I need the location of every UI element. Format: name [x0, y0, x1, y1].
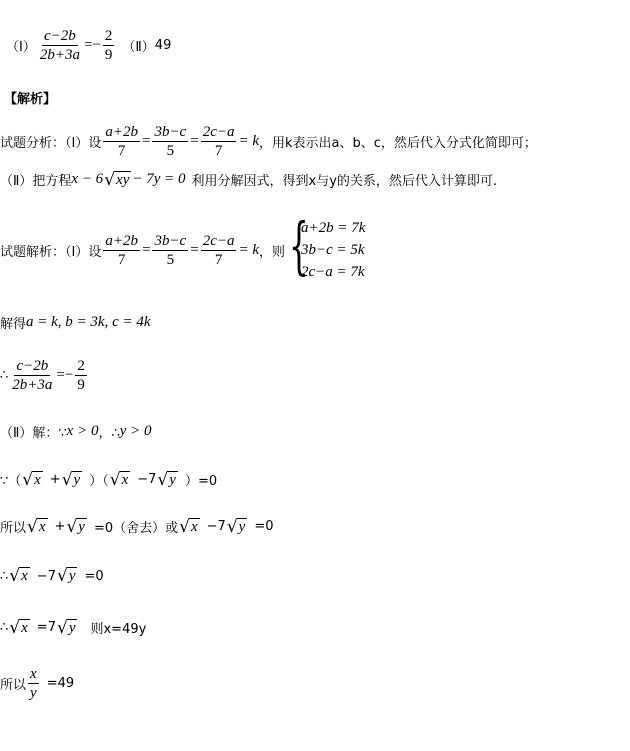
final-fraction-num: x — [30, 666, 37, 682]
analysis-line-1 — [0, 124, 537, 159]
analysis-line-2 — [0, 170, 497, 189]
sqrt-y-arg: y — [68, 568, 76, 584]
sqrt-x-arg: x — [34, 471, 41, 488]
sqrt-x — [110, 471, 131, 489]
solution-f3-num: 2c−a — [202, 232, 235, 249]
paren-close-eq0: ）=0 — [184, 474, 218, 489]
solve-lead: 解得 — [0, 317, 27, 332]
analysis-f1-num: a+2b — [105, 124, 138, 140]
solution-line-1 — [0, 209, 366, 283]
minus-seven: −7 — [206, 519, 226, 534]
sqrt-y — [57, 567, 78, 585]
equation-system — [289, 209, 366, 283]
sqrt-y — [157, 471, 178, 489]
part2-condition-line — [0, 422, 152, 441]
answer-fraction-numerator: c−2b — [44, 28, 76, 44]
answer-value-numerator: 2 — [104, 28, 113, 44]
radical-sign-icon: √ — [61, 469, 73, 490]
therefore-result-line — [0, 358, 89, 393]
result-fraction-num: c−2b — [16, 358, 49, 374]
analysis-eq1: = — [141, 133, 151, 149]
solution-lead: 试题解析：（Ⅰ）设 — [0, 244, 102, 260]
sqrt-y — [227, 518, 248, 536]
therefore-symbol: ∴ — [0, 568, 9, 584]
sqrt-y-arg: y — [169, 471, 176, 488]
solved-values-line — [0, 313, 151, 332]
result-fraction — [10, 358, 54, 393]
solution-f2-den: 5 — [166, 251, 175, 268]
sqrt-y — [57, 619, 78, 637]
solution-then: ，则 — [259, 244, 286, 260]
result-fraction-den: 2b+3a — [12, 377, 53, 393]
sqrt-x-arg: x — [190, 518, 198, 535]
radical-sign-icon: √ — [109, 469, 121, 490]
part2-value: 49 — [154, 38, 172, 53]
answer-value-denominator: 9 — [104, 47, 113, 63]
sqrt-xy — [104, 171, 131, 189]
sqrt-x — [9, 567, 30, 585]
final-fraction — [28, 666, 39, 701]
system-eq-2: 3b−c = 5k — [301, 242, 365, 258]
so-lead: 所以 — [0, 521, 27, 536]
sqrt-y-arg: y — [78, 518, 85, 535]
equals-zero: =0 — [84, 568, 104, 584]
left-brace-icon: { — [289, 209, 309, 282]
sqrt-x-arg: x — [121, 471, 129, 488]
radical-sign-icon: √ — [179, 516, 190, 537]
sqrt-x-arg: x — [21, 619, 28, 636]
analysis-eq-k: = k — [238, 133, 259, 149]
analysis-line2-rest: − 7y = 0 — [132, 171, 186, 187]
answer-line — [6, 28, 171, 63]
result-value-num: 2 — [77, 358, 85, 374]
minus-seven: −7 — [137, 472, 157, 487]
sqrt-xy-arg: xy — [116, 171, 130, 188]
sqrt-x-arg: x — [21, 568, 28, 584]
analysis-fraction-3 — [201, 124, 237, 159]
analysis-line2-x: x − 6 — [71, 171, 104, 187]
result-value-den: 9 — [77, 377, 85, 393]
factored-product-line — [0, 470, 217, 489]
analysis-line2-tail: 利用分解因式，得到x与y的关系，然后代入计算即可. — [191, 174, 498, 189]
sqrt-x — [9, 619, 30, 637]
so-line — [0, 517, 274, 536]
analysis-f3-num: 2c−a — [202, 124, 235, 140]
answer-fraction-denominator: 2b+3a — [39, 47, 80, 63]
part1-label: （Ⅰ） — [6, 40, 36, 55]
equation-system-rows — [301, 217, 365, 283]
equals-zero: =0 — [254, 519, 274, 534]
radical-sign-icon: √ — [226, 516, 238, 537]
analysis-f3-den: 7 — [214, 143, 223, 159]
part2-separator: ，∴ — [98, 426, 120, 441]
radical-sign-icon: √ — [22, 469, 34, 490]
solution-f2-num: 3b−c — [154, 232, 187, 249]
result-value-fraction — [75, 358, 87, 393]
equals-seven: =7 — [36, 620, 56, 635]
because-open: ∵（ — [0, 474, 22, 489]
sqrt-y-arg: y — [73, 471, 81, 488]
sqrt-y — [62, 471, 83, 489]
sqrt-x — [22, 471, 43, 489]
solution-fraction-1 — [103, 233, 140, 268]
solution-eq1: = — [141, 241, 151, 258]
analysis-f2-den: 5 — [166, 143, 175, 159]
plus-sign: + — [49, 472, 61, 487]
part2-condition-y: y > 0 — [119, 423, 152, 439]
analysis-tail: ，用k表示出a、b、c，然后代入分式化简即可； — [259, 136, 537, 151]
minus-seven: −7 — [36, 568, 56, 584]
solution-eq2: = — [190, 241, 199, 258]
answer-value-fraction — [103, 28, 115, 63]
part2-condition-x: x > 0 — [66, 423, 99, 439]
analysis-fraction-2 — [152, 124, 188, 159]
solution-f3-den: 7 — [214, 251, 223, 268]
final-fraction-den: y — [30, 685, 37, 701]
sqrt-y-arg: y — [238, 518, 246, 535]
radical-sign-icon: √ — [66, 516, 78, 537]
radical-sign-icon: √ — [27, 516, 38, 537]
answer-equals: =− — [83, 37, 101, 53]
sqrt-y-arg: y — [68, 619, 76, 636]
therefore-equal-line — [0, 618, 146, 637]
analysis-lead: 试题分析：（Ⅰ）设 — [0, 136, 102, 151]
then-x-equals: 则x=49y — [90, 622, 147, 637]
radical-sign-icon: √ — [9, 566, 21, 586]
system-eq-3: 2c−a = 7k — [301, 264, 365, 280]
part2-label: （Ⅱ） — [122, 40, 155, 55]
answer-fraction — [38, 28, 82, 63]
sqrt-x — [179, 518, 200, 536]
part2-lead: （Ⅱ）解：∵ — [0, 426, 67, 441]
analysis-line2-lead: （Ⅱ）把方程 — [0, 174, 72, 189]
solution-f1-num: a+2b — [105, 232, 138, 249]
section-title — [4, 88, 56, 107]
therefore-diff-line — [0, 567, 104, 585]
radical-sign-icon: √ — [56, 617, 68, 638]
solution-fraction-2 — [152, 233, 188, 268]
sqrt-y — [66, 518, 87, 536]
solution-f1-den: 7 — [117, 251, 126, 268]
solve-expression: a = k, b = 3k, c = 4k — [26, 314, 151, 330]
analysis-fraction-1 — [103, 124, 140, 159]
therefore-symbol: ∴ — [0, 368, 9, 383]
solution-fraction-3 — [201, 233, 237, 268]
final-value: =49 — [46, 676, 75, 691]
final-lead: 所以 — [0, 678, 27, 693]
radical-sign-icon: √ — [157, 469, 169, 490]
sqrt-x-arg: x — [38, 518, 46, 535]
radical-sign-icon: √ — [104, 169, 116, 190]
therefore-symbol: ∴ — [0, 620, 9, 635]
section-title-text: 【解析】 — [4, 92, 57, 107]
analysis-f1-den: 7 — [117, 143, 126, 159]
radical-sign-icon: √ — [9, 617, 21, 638]
paren-close-open: ）（ — [89, 474, 109, 489]
analysis-eq2: = — [190, 133, 199, 149]
system-eq-1: a+2b = 7k — [301, 220, 366, 236]
sqrt-x — [27, 518, 48, 536]
plus-sign: + — [54, 519, 66, 534]
so-mid: =0（舍去）或 — [93, 521, 179, 536]
final-line — [0, 666, 74, 701]
solution-eq-k: = k — [238, 241, 259, 258]
analysis-f2-num: 3b−c — [154, 124, 187, 140]
result-equals: =− — [56, 367, 74, 383]
radical-sign-icon: √ — [56, 566, 68, 586]
